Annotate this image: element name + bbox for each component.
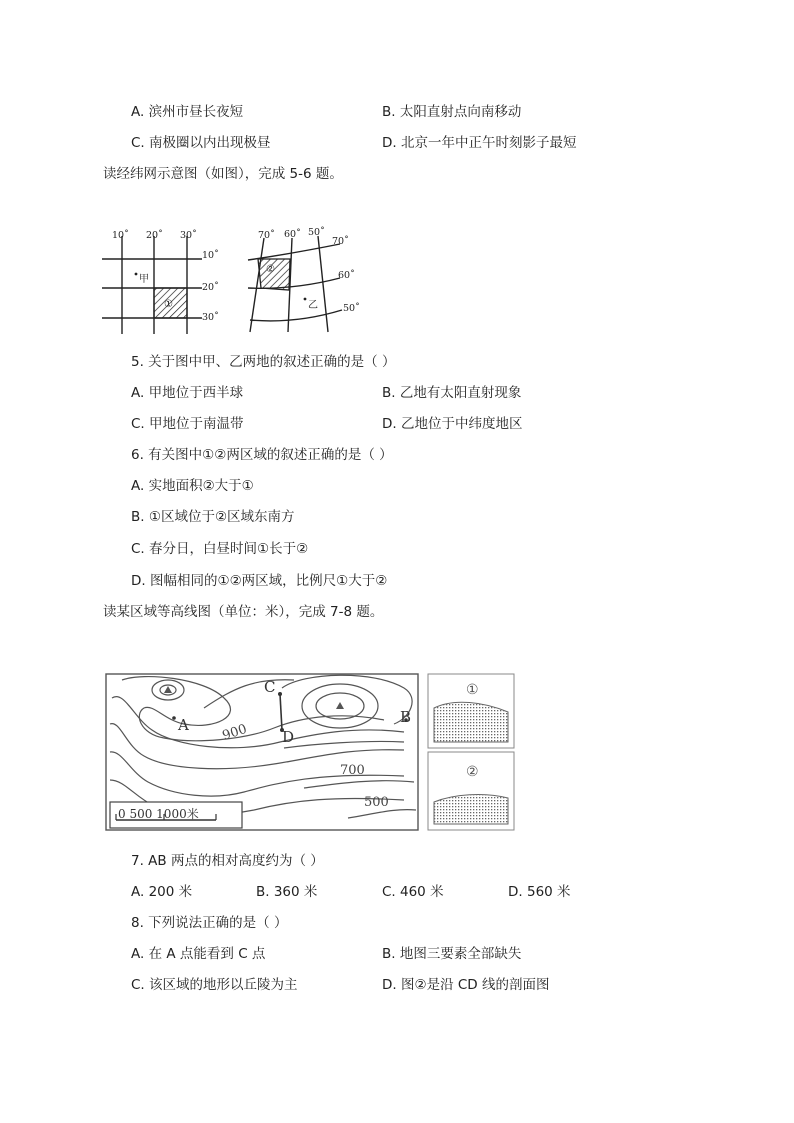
q8-stem: 8. 下列说法正确的是（ ） bbox=[131, 915, 288, 931]
region-2-label: ② bbox=[266, 264, 275, 275]
region-1-label: ① bbox=[164, 299, 173, 310]
contour-label-700: 700 bbox=[340, 763, 365, 778]
q5-option-d: D. 乙地位于中纬度地区 bbox=[382, 416, 523, 432]
q6-option-c: C. 春分日，白昼时间①长于② bbox=[131, 541, 309, 557]
contour-label-900: 900 bbox=[220, 721, 249, 744]
right-top-label-1: 70˚ bbox=[258, 230, 275, 241]
q6-option-b: B. ①区域位于②区域东南方 bbox=[131, 509, 295, 525]
left-grid bbox=[102, 229, 219, 334]
left-side-label-3: 30˚ bbox=[202, 312, 219, 323]
q7-option-b: B. 360 米 bbox=[256, 884, 318, 900]
point-a-label: A bbox=[178, 716, 189, 734]
profile-2-label: ② bbox=[466, 764, 479, 780]
point-jia-label: 甲 bbox=[139, 274, 149, 285]
right-top-label-3: 50˚ bbox=[308, 227, 325, 238]
q4-option-c: C. 南极圈以内出现极昼 bbox=[131, 135, 271, 151]
left-top-label-1: 10˚ bbox=[112, 230, 129, 241]
point-c-label: C bbox=[264, 678, 276, 696]
q7-option-a: A. 200 米 bbox=[131, 884, 193, 900]
point-d-label: D bbox=[282, 728, 295, 746]
contour-label-500: 500 bbox=[364, 795, 389, 810]
right-side-label-1: 70˚ bbox=[332, 236, 349, 247]
left-side-label-2: 20˚ bbox=[202, 282, 219, 293]
right-grid bbox=[248, 226, 360, 332]
right-side-label-3: 50˚ bbox=[343, 303, 360, 314]
q8-option-b: B. 地图三要素全部缺失 bbox=[382, 946, 522, 962]
profile-1-label: ① bbox=[466, 682, 479, 698]
point-b-label: B bbox=[400, 708, 412, 726]
q4-option-d: D. 北京一年中正午时刻影子最短 bbox=[382, 135, 577, 151]
point-yi-label: 乙 bbox=[308, 300, 318, 311]
latlong-grid-figure bbox=[100, 224, 370, 336]
q8-option-d: D. 图②是沿 CD 线的剖面图 bbox=[382, 977, 550, 993]
q5-option-b: B. 乙地有太阳直射现象 bbox=[382, 385, 522, 401]
q5-option-c: C. 甲地位于南温带 bbox=[131, 416, 244, 432]
q6-option-a: A. 实地面积②大于① bbox=[131, 478, 254, 494]
intro-5-6: 读经纬网示意图（如图），完成 5-6 题。 bbox=[103, 166, 343, 182]
intro-7-8: 读某区域等高线图（单位：米），完成 7-8 题。 bbox=[103, 604, 384, 620]
q8-option-a: A. 在 A 点能看到 C 点 bbox=[131, 946, 266, 962]
q7-stem: 7. AB 两点的相对高度约为（ ） bbox=[131, 853, 324, 869]
right-side-label-2: 60˚ bbox=[338, 270, 355, 281]
q5-option-a: A. 甲地位于西半球 bbox=[131, 385, 244, 401]
q4-option-b: B. 太阳直射点向南移动 bbox=[382, 104, 522, 120]
left-side-label-1: 10˚ bbox=[202, 250, 219, 261]
right-top-label-2: 60˚ bbox=[284, 229, 301, 240]
left-top-label-2: 20˚ bbox=[146, 230, 163, 241]
q4-option-a: A. 滨州市昼长夜短 bbox=[131, 104, 244, 120]
contour-map-figure bbox=[104, 668, 524, 834]
left-top-label-3: 30˚ bbox=[180, 230, 197, 241]
q6-option-d: D. 图幅相同的①②两区域，比例尺①大于② bbox=[131, 573, 388, 589]
q5-stem: 5. 关于图中甲、乙两地的叙述正确的是（ ） bbox=[131, 354, 396, 370]
q8-option-c: C. 该区域的地形以丘陵为主 bbox=[131, 977, 298, 993]
scale-bar-label: 0 500 1000米 bbox=[118, 807, 199, 821]
q6-stem: 6. 有关图中①②两区域的叙述正确的是（ ） bbox=[131, 447, 393, 463]
q7-option-d: D. 560 米 bbox=[508, 884, 571, 900]
q7-option-c: C. 460 米 bbox=[382, 884, 444, 900]
profile-panels bbox=[428, 674, 514, 830]
